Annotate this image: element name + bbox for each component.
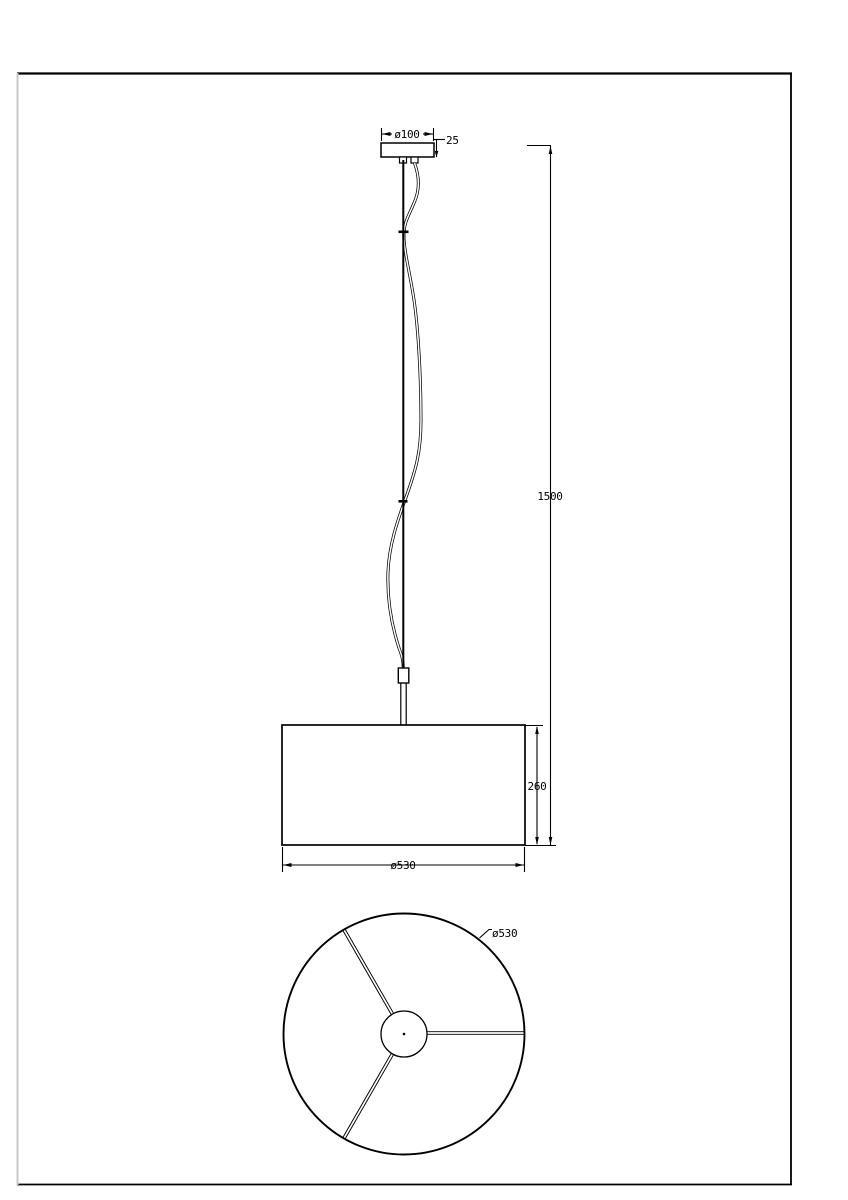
- power-cord-core: [388, 163, 421, 667]
- canopy-height-label: 25: [446, 134, 459, 147]
- canopy-diameter-label: ø100: [394, 128, 420, 141]
- topview-group: [284, 914, 525, 1155]
- arrowhead-down: [435, 151, 439, 158]
- arrowhead-left: [283, 863, 292, 867]
- arrowhead-right: [425, 132, 434, 136]
- shade-stem: [401, 683, 406, 725]
- arrowhead-right: [516, 863, 525, 867]
- arrowhead-left: [382, 132, 391, 136]
- arrowhead-down: [549, 837, 553, 845]
- topview-spokes: [344, 930, 524, 1138]
- arrowhead-up: [535, 726, 539, 734]
- shade-height-label: 260: [527, 780, 547, 793]
- cord-clip-upper: [399, 231, 409, 234]
- arrowhead-down: [535, 837, 539, 845]
- cord-clip-lower: [399, 500, 408, 503]
- canopy-group: [381, 143, 434, 163]
- topview-leader-line: [480, 930, 493, 939]
- canopy-height-dim: [434, 140, 445, 158]
- topview-spoke-lower-left-core: [344, 1054, 393, 1138]
- topview-center-mark: [403, 1033, 406, 1036]
- topview-spoke-upper-left-core: [344, 930, 393, 1014]
- cord-connector: [398, 668, 409, 683]
- shade-outline: [282, 725, 525, 845]
- canopy-outline: [381, 143, 434, 157]
- arrowhead-up: [549, 146, 553, 154]
- shade-diameter-label: ø530: [390, 859, 416, 872]
- topview-diameter-label: ø530: [492, 927, 518, 940]
- canopy-cord-nipple: [411, 157, 418, 163]
- power-cord: [388, 163, 421, 667]
- drop-height-label: 1500: [537, 490, 563, 503]
